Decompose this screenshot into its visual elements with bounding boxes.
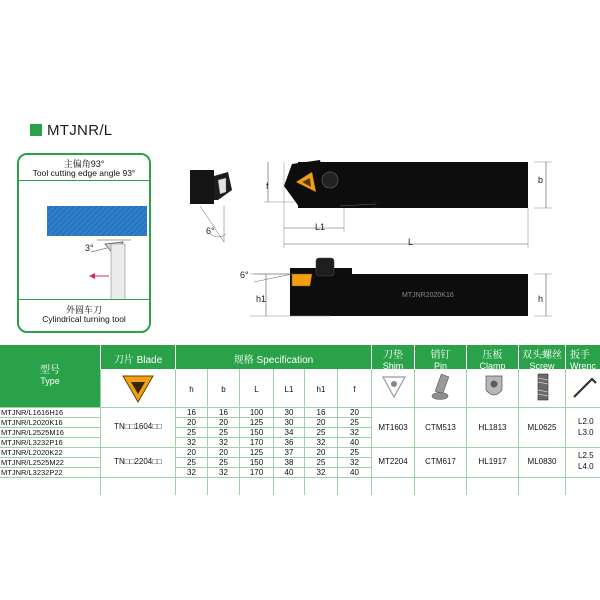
cell-L: 150 [249, 458, 264, 467]
screw-code-2: ML0830 [527, 457, 557, 466]
cell-h: 32 [187, 468, 196, 477]
screw-icon [530, 372, 556, 402]
cell-f: 32 [350, 458, 359, 467]
clamp-icon [480, 372, 508, 402]
cell-h1: 20 [316, 418, 326, 427]
cell-L1: 40 [284, 468, 294, 477]
dim-angle-6-side: 6° [240, 270, 249, 280]
cell-L: 150 [249, 428, 264, 437]
header-clamp: 压板 Clamp [467, 345, 518, 369]
tool-shank [111, 244, 125, 300]
cell-b: 25 [219, 458, 228, 467]
cell-L1: 36 [284, 438, 294, 447]
spec-header-h: h [189, 385, 194, 394]
table-row-type: MTJNR/L2020K22 [1, 448, 63, 457]
pin-icon [428, 372, 456, 402]
cell-h1: 32 [316, 438, 326, 447]
spec-header-f: f [353, 385, 356, 394]
cell-f: 25 [350, 418, 359, 427]
spec-header-L: L [254, 385, 259, 394]
shim-code-2: MT2204 [378, 457, 408, 466]
cell-h: 32 [187, 438, 196, 447]
header-screw: 双头螺丝 Screw [519, 345, 565, 369]
cell-b: 20 [219, 418, 228, 427]
spec-header-L1: L1 [284, 385, 294, 394]
cell-h: 16 [187, 408, 196, 417]
cell-L: 125 [249, 418, 264, 427]
end-view-body [190, 170, 214, 204]
workpiece-block [47, 206, 147, 236]
blade-code-2: TN□□2204□□ [114, 457, 162, 466]
cell-h1: 25 [316, 458, 326, 467]
wrench-code-2a: L2.5 [578, 451, 594, 460]
clamp-side-view [316, 258, 334, 276]
spec-table [0, 345, 600, 495]
header-blade: 刀片 Blade [101, 345, 175, 369]
cell-b: 32 [219, 468, 228, 477]
title-text: MTJNR/L [47, 121, 113, 139]
angle-label-en: Tool cutting edge angle 93° [32, 168, 136, 178]
cell-h: 20 [187, 418, 196, 427]
wrench-code-1b: L3.0 [578, 428, 594, 437]
cell-L: 170 [249, 438, 264, 447]
blade-insert-icon [120, 373, 156, 405]
cell-h1: 25 [316, 428, 326, 437]
cell-b: 20 [219, 448, 228, 457]
cell-f: 20 [350, 408, 359, 417]
pin-code-2: CTM617 [425, 457, 456, 466]
holder-engraving: MTJNR2020K16 [402, 292, 454, 299]
cutting-diagram [19, 182, 149, 300]
info-box [17, 153, 151, 333]
info-divider-bottom [19, 299, 149, 300]
cell-h1: 32 [316, 468, 326, 477]
cell-L1: 30 [284, 418, 294, 427]
table-row-type: MTJNR/L3232P22 [1, 468, 63, 477]
header-wrench: 扳手 Wrenc [566, 345, 600, 369]
dim-angle-3: 3° [372, 200, 381, 210]
table-row-type: MTJNR/L2020K16 [1, 418, 63, 427]
table-row-type: MTJNR/L2525M22 [1, 458, 64, 467]
cell-f: 40 [350, 468, 359, 477]
dim-h: h [538, 294, 544, 304]
title-marker [30, 124, 42, 136]
dim-h1: h1 [256, 294, 267, 304]
wrench-code-1a: L2.0 [578, 417, 594, 426]
spec-header-b: b [221, 385, 226, 394]
cell-h: 20 [187, 448, 196, 457]
dim-L: L [408, 237, 414, 247]
cell-L: 125 [249, 448, 264, 457]
dim-b: b [538, 175, 544, 185]
cell-b: 25 [219, 428, 228, 437]
cell-h1: 20 [316, 448, 326, 457]
cell-L1: 37 [284, 448, 294, 457]
section-title [30, 121, 112, 139]
cell-L1: 30 [284, 408, 294, 417]
clamp-screw-icon [322, 172, 338, 188]
angle-3-label: 3° [85, 243, 94, 253]
clamp-code-2: HL1917 [478, 457, 507, 466]
tool-drawing [180, 150, 560, 330]
table-row-type: MTJNR/L1616H16 [1, 408, 64, 417]
cell-L: 170 [249, 468, 264, 477]
dim-angle-6-top: 6° [206, 226, 215, 236]
insert-side-view [292, 274, 312, 286]
header-pin: 销钉 Pin [415, 345, 466, 369]
info-divider-top [19, 180, 149, 181]
dim-f: f [266, 181, 269, 191]
header-type: 型号 Type [0, 345, 100, 407]
wrench-icon [572, 375, 598, 401]
cell-L: 100 [249, 408, 264, 417]
operation-label-en: Cylindrical turning tool [42, 314, 126, 324]
cell-h1: 16 [316, 408, 326, 417]
operation-label-cn: 外圆车刀 [65, 305, 102, 315]
cell-f: 25 [350, 448, 359, 457]
cell-f: 40 [350, 438, 359, 447]
cell-h: 25 [187, 428, 196, 437]
cell-L1: 34 [284, 428, 294, 437]
cell-b: 32 [219, 438, 228, 447]
pin-code-1: CTM513 [425, 423, 456, 432]
screw-code-1: ML0625 [527, 423, 557, 432]
shim-code-1: MT1603 [378, 423, 408, 432]
clamp-code-1: HL1813 [478, 423, 507, 432]
table-row-type: MTJNR/L3232P16 [1, 438, 63, 447]
angle-label-cn: 主偏角93° [63, 159, 105, 169]
wrench-code-2b: L4.0 [578, 462, 594, 471]
dim-L1: L1 [315, 222, 326, 232]
spec-header-h1: h1 [316, 385, 326, 394]
header-shim: 刀垫 Shim [372, 345, 414, 369]
header-spec: 规格 Specification [176, 345, 371, 369]
cell-L1: 38 [284, 458, 294, 467]
cell-b: 16 [219, 408, 228, 417]
blade-code-1: TN□□1604□□ [114, 422, 162, 431]
shim-icon [380, 373, 408, 401]
cell-h: 25 [187, 458, 196, 467]
cell-f: 32 [350, 428, 359, 437]
table-row-type: MTJNR/L2525M16 [1, 428, 64, 437]
